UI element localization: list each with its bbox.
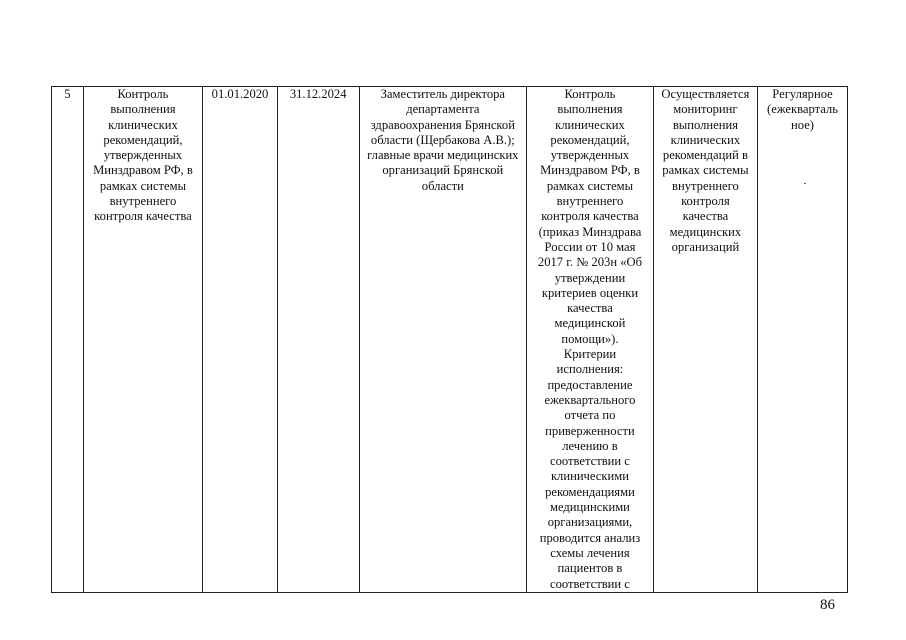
responsible-text: Заместитель директора департамента здравоохранения Брянской области (Щербакова А.В.); главные врачи медицинских организаций Брянской области — [367, 87, 519, 193]
end-date-cell — [277, 87, 359, 593]
row-number-cell — [52, 87, 84, 593]
result-text: Контроль выполнения клинических рекомендаций, утвержденных Минздравом РФ, в рамках системы внутреннего контроля качества (приказ Минздрава России от 10 мая 2017 г. № 203н «Об утверждении критериев оценки качества медицинской помощи»). Критерии исполнения: предоставление ежеквартального отчета по приверженности лечению в соответствии с клиническими рекомендациями медицинскими организациями, проводится анализ схемы лечения пациентов в соответствии с — [537, 87, 643, 591]
frequency-cell — [758, 87, 848, 593]
event-text: Контроль выполнения клинических рекомендаций, утвержденных Минздравом РФ, в рамках системы внутреннего контроля качества — [93, 87, 193, 224]
page-number: 86 — [820, 597, 835, 613]
start-date-cell — [203, 87, 278, 593]
plan-table — [51, 86, 848, 593]
end-date: 31.12.2024 — [289, 87, 347, 101]
result-cell — [527, 87, 654, 593]
frequency-text: Регулярное (ежекварталь ное) — [767, 87, 838, 132]
control-cell — [653, 87, 757, 593]
table-row — [52, 87, 848, 593]
start-date: 01.01.2020 — [211, 87, 269, 101]
control-text: Осуществляется мониторинг выполнения клинических рекомендаций в рамках системы внутреннего контроля качества медицинских организаций — [661, 87, 750, 254]
row-number: 5 — [64, 87, 71, 101]
responsible-cell — [359, 87, 527, 593]
scan-speck — [804, 183, 806, 184]
event-cell — [83, 87, 203, 593]
